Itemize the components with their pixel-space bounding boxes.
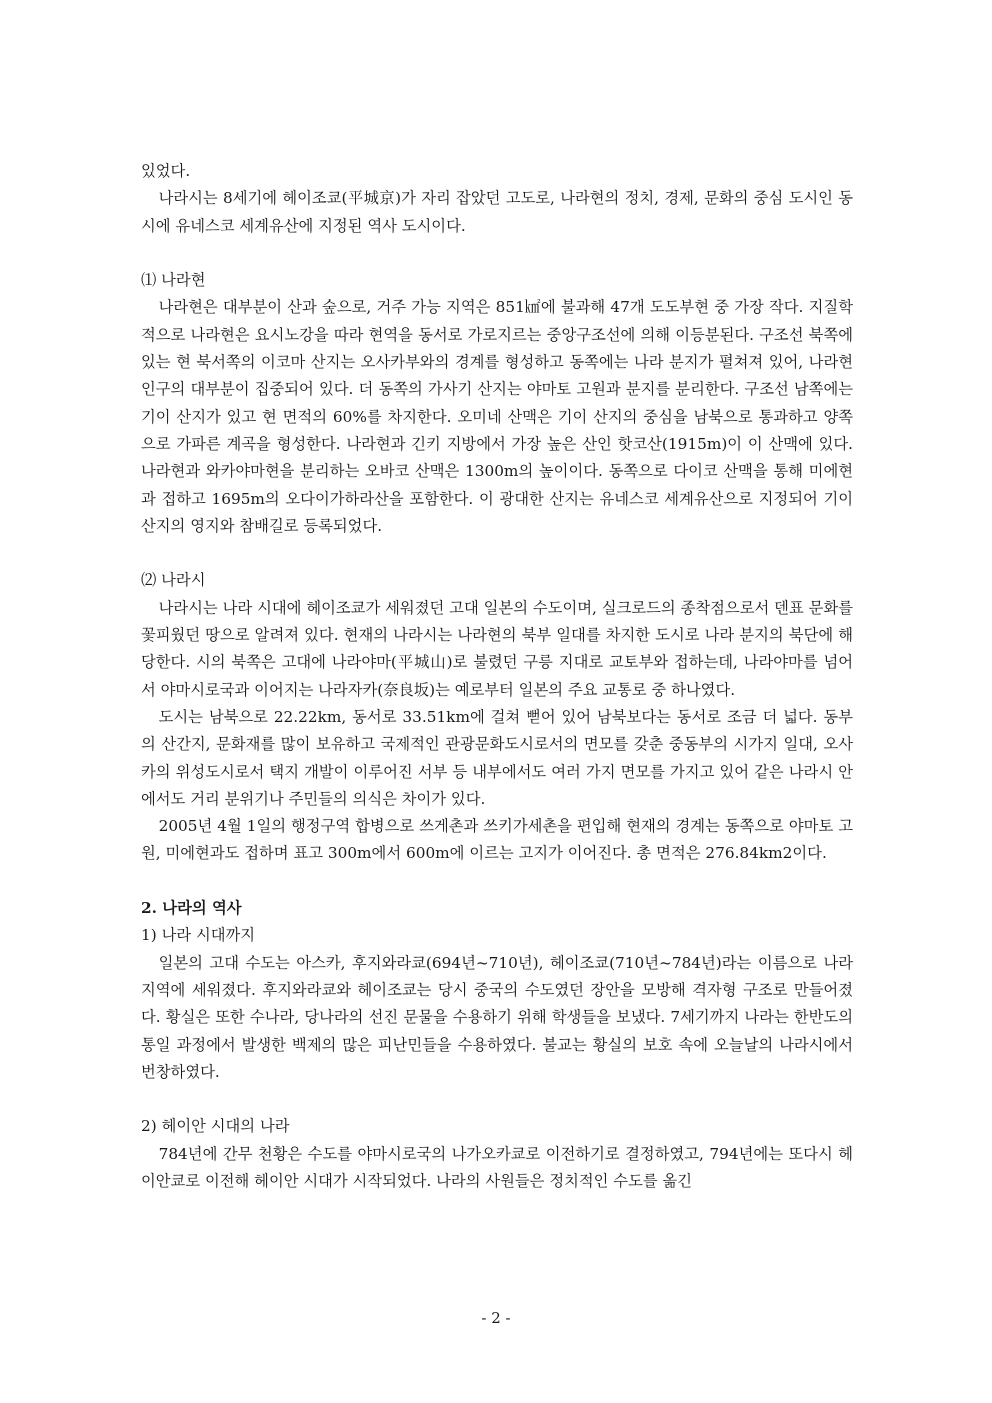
paragraph-nara-city-3: 2005년 4월 1일의 행정구역 합병으로 쓰게촌과 쓰키가세촌을 편입해 현재의 경계는 동쪽으로 야마토 고원, 미에현과도 접하며 표고 300m에서 600m에 이르는 고지가 이어진다. 총 면적은 276.84km2이다. <box>141 817 853 863</box>
subsection-heading-heian-period: 2) 헤이안 시대의 나라 <box>141 1117 290 1136</box>
section-heading-nara-prefecture: ⑴ 나라현 <box>141 271 206 290</box>
paragraph-nara-city-1: 나라시는 나라 시대에 헤이조쿄가 세워졌던 고대 일본의 수도이며, 실크로드의 종착점으로서 덴표 문화를 꽃피웠던 땅으로 알려져 있다. 현재의 나라시는 나라현의 북부 일대를 차지한 도시로 나라 분지의 북단에 해당한다. 시의 북쪽은 고대에 나라야마(平城山)로 불렸던 구릉 지대로 교토부와 접하는데, 나라야마를 넘어서 야마시로국과 이어지는 나라자카(奈良坂)는 예로부터 일본의 주요 교통로 중 하나였다. <box>141 598 853 699</box>
document-body <box>141 158 853 1195</box>
chapter-heading-history: 2. 나라의 역사 <box>141 899 242 918</box>
spacer <box>141 868 853 895</box>
page-number: - 2 - <box>481 1309 511 1327</box>
paragraph-nara-city-2: 도시는 남북으로 22.22km, 동서로 33.51km에 걸쳐 뻗어 있어 남북보다는 동서로 조금 더 넓다. 동부의 산간지, 문화재를 많이 보유하고 국제적인 관광문화도시로서의 면모를 갖춘 중동부의 시가지 일대, 오사카의 위성도시로서 택지 개발이 이루어진 서부 등 내부에서도 여러 가지 면모를 가지고 있어 같은 나라시 안에서도 거리 분위기나 주민들의 의식은 차이가 있다. <box>141 707 853 808</box>
paragraph-nara-prefecture: 나라현은 대부분이 산과 숲으로, 거주 가능 지역은 851㎢에 불과해 47개 도도부현 중 가장 작다. 지질학적으로 나라현은 요시노강을 따라 현역을 동서로 가로지르는 중앙구조선에 의해 이등분된다. 구조선 북쪽에 있는 현 북서쪽의 이코마 산지는 오사카부와의 경계를 형성하고 동쪽에는 나라 분지가 펼쳐져 있어, 나라현 인구의 대부분이 집중되어 있다. 더 동쪽의 가사기 산지는 야마토 고원과 분지를 분리한다. 구조선 남쪽에는 기이 산지가 있고 현 면적의 60%를 차지한다. 오미네 산맥은 기이 산지의 중심을 남북으로 통과하고 양쪽으로 가파른 계곡을 형성한다. 나라현과 긴키 지방에서 가장 높은 산인 핫코산(1915m)이 이 산맥에 있다. 나라현과 와카야마현을 분리하는 오바코 산맥은 1300m의 높이이다. 동쪽으로 다이코 산맥을 통해 미에현과 접하고 1695m의 오다이가하라산을 포함한다. 이 광대한 산지는 유네스코 세계유산으로 지정되어 기이 산지의 영지와 참배길로 등록되었다. <box>141 298 853 535</box>
spacer <box>141 540 853 567</box>
paragraph-intro-end: 있었다. <box>141 162 191 180</box>
paragraph-heian-period: 784년에 간무 천황은 수도를 야마시로국의 나가오카쿄로 이전하기로 결정하였고, 794년에는 또다시 헤이안쿄로 이전해 헤이안 시대가 시작되었다. 나라의 사원들은 정치적인 수도를 옮긴 <box>141 1144 853 1190</box>
paragraph-nara-city-intro: 나라시는 8세기에 헤이조쿄(平城京)가 자리 잡았던 고도로, 나라현의 정치, 경제, 문화의 중심 도시인 동시에 유네스코 세계유산에 지정된 역사 도시이다. <box>141 189 853 235</box>
spacer <box>141 1086 853 1113</box>
spacer <box>141 240 853 267</box>
section-heading-nara-city: ⑵ 나라시 <box>141 571 206 590</box>
subsection-heading-nara-period: 1) 나라 시대까지 <box>141 926 256 945</box>
paragraph-nara-period: 일본의 고대 수도는 아스카, 후지와라쿄(694년~710년), 헤이조쿄(710년~784년)라는 이름으로 나라 지역에 세워졌다. 후지와라쿄와 헤이조쿄는 당시 중국의 수도였던 장안을 모방해 격자형 구조로 만들어졌다. 황실은 또한 수나라, 당나라의 선진 문물을 수용하기 위해 학생들을 보냈다. 7세기까지 나라는 한반도의 통일 과정에서 발생한 백제의 많은 피난민들을 수용하였다. 불교는 황실의 보호 속에 오늘날의 나라시에서 번창하였다. <box>141 953 853 1081</box>
